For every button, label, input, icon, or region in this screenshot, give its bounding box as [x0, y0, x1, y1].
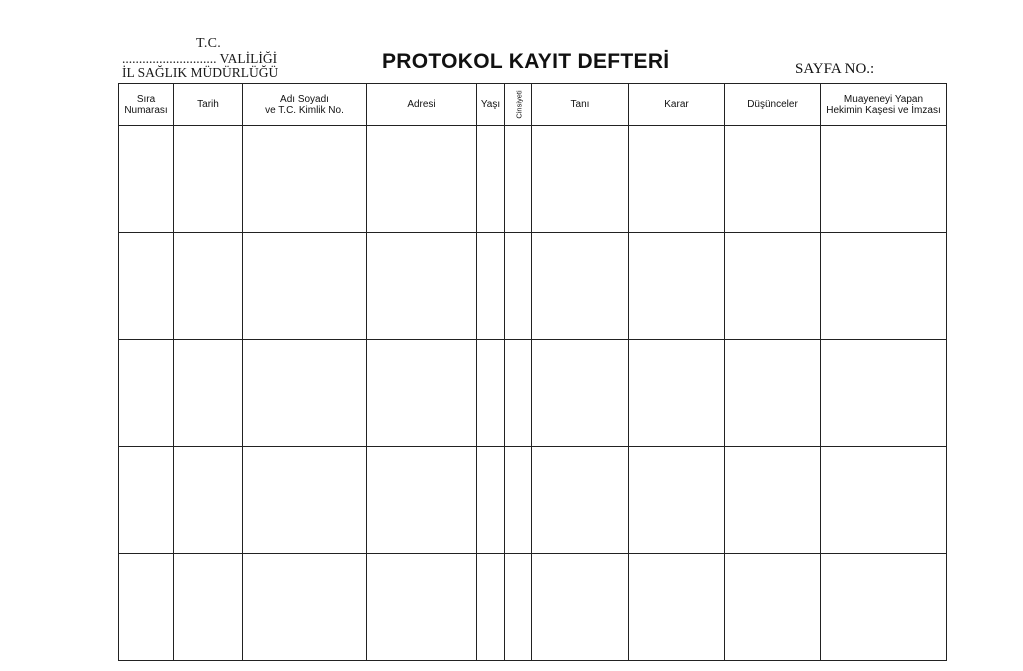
- header-row: [119, 84, 947, 126]
- entry-cell: [505, 447, 532, 554]
- entry-cell: [629, 447, 725, 554]
- entry-cell: [505, 340, 532, 447]
- entry-cell: [477, 554, 505, 661]
- governorship-line: ............................ VALİLİĞİ: [122, 51, 278, 66]
- column-header-line: Adresi: [407, 99, 436, 110]
- entry-cell: [532, 233, 629, 340]
- entry-cell: [821, 126, 947, 233]
- entry-cell: [243, 126, 367, 233]
- entry-cell: [119, 126, 174, 233]
- protocol-register-table: [118, 83, 947, 661]
- entry-cell: [725, 447, 821, 554]
- column-header-line: Yaşı: [480, 99, 501, 110]
- entry-cell: [629, 340, 725, 447]
- table-row: [119, 340, 947, 447]
- column-header-line: Tarih: [197, 99, 219, 110]
- entry-cell: [119, 554, 174, 661]
- column-header-tarih: [174, 84, 243, 126]
- entry-cell: [174, 126, 243, 233]
- entry-cell: [243, 340, 367, 447]
- entry-cell: [532, 447, 629, 554]
- column-header-hekim: [821, 84, 947, 126]
- entry-cell: [532, 126, 629, 233]
- republic-abbrev: T.C.: [196, 36, 222, 51]
- column-header-yasi: [477, 84, 505, 126]
- entry-cell: [243, 447, 367, 554]
- entry-cell: [174, 447, 243, 554]
- column-header-adi-soyadi: [243, 84, 367, 126]
- table-row: [119, 233, 947, 340]
- entry-cell: [119, 340, 174, 447]
- entry-cell: [629, 233, 725, 340]
- column-header-line: Hekimin Kaşesi ve İmzası: [826, 104, 941, 116]
- column-header-dusunceler: [725, 84, 821, 126]
- entry-cell: [505, 233, 532, 340]
- column-header-line: Karar: [664, 99, 689, 110]
- entry-cell: [725, 554, 821, 661]
- entry-cell: [119, 233, 174, 340]
- entry-cell: [821, 447, 947, 554]
- column-header-line: Sıra: [136, 93, 156, 105]
- entry-cell: [367, 554, 477, 661]
- table-row: [119, 447, 947, 554]
- entry-cell: [821, 554, 947, 661]
- column-header-karar: [629, 84, 725, 126]
- column-header-adresi: [367, 84, 477, 126]
- entry-cell: [119, 447, 174, 554]
- column-header-sira: [119, 84, 174, 126]
- column-header-line: Tanı: [570, 99, 590, 110]
- column-header-line: Adı Soyadı: [280, 93, 329, 105]
- entry-cell: [505, 126, 532, 233]
- page-number-label: SAYFA NO.:: [795, 61, 875, 77]
- entry-cell: [477, 340, 505, 447]
- entry-cell: [725, 233, 821, 340]
- column-header-line: Düşünceler: [747, 99, 798, 110]
- entry-cell: [174, 233, 243, 340]
- table-row: [119, 554, 947, 661]
- entry-cell: [821, 340, 947, 447]
- entry-cell: [477, 126, 505, 233]
- entry-cell: [174, 554, 243, 661]
- entry-cell: [725, 340, 821, 447]
- column-header-line: Cinsiyeti: [514, 90, 524, 119]
- entry-cell: [505, 554, 532, 661]
- entry-cell: [821, 233, 947, 340]
- column-header-cinsiyeti: [505, 84, 532, 126]
- entry-cell: [243, 554, 367, 661]
- entry-cell: [532, 554, 629, 661]
- column-header-line: Muayeneyi Yapan: [843, 93, 924, 105]
- entry-cell: [532, 340, 629, 447]
- entry-cell: [174, 340, 243, 447]
- entry-cell: [477, 447, 505, 554]
- entry-cell: [367, 340, 477, 447]
- health-directorate-line: İL SAĞLIK MÜDÜRLÜĞÜ: [122, 65, 279, 80]
- entry-cell: [243, 233, 367, 340]
- entry-cell: [367, 233, 477, 340]
- column-header-tani: [532, 84, 629, 126]
- column-header-line: ve T.C. Kimlik No.: [265, 104, 344, 116]
- entry-cell: [725, 126, 821, 233]
- entry-cell: [629, 554, 725, 661]
- register-body: [119, 126, 947, 661]
- entry-cell: [367, 126, 477, 233]
- table-row: [119, 126, 947, 233]
- entry-cell: [367, 447, 477, 554]
- entry-cell: [629, 126, 725, 233]
- document-title: PROTOKOL KAYIT DEFTERİ: [382, 50, 670, 73]
- entry-cell: [477, 233, 505, 340]
- column-header-line: Numarası: [124, 104, 168, 116]
